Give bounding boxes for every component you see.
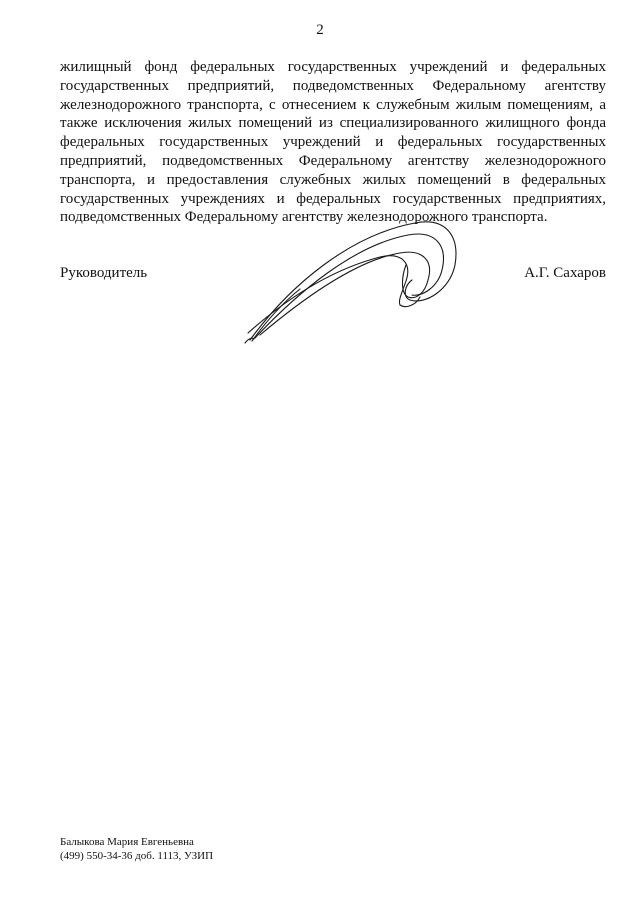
body-paragraph: жилищный фонд федеральных государственных учреждений и федеральных государственных предприятий, подведомственных Федеральному агентству железнодорожного транспорта, с отнесением к служебным жилым помещениям, а также исключения жилых помещений из специализированного жилищного фонда федеральных государственных учреждений и федеральных государственных предприятий, подведомственных Федеральному агентству железнодорожного транспорта, и предоставления служебных жилых помещений в федеральных государственных учреждениях и федеральных государственных предприятиях, подведомственных Федеральному агентству железнодорожного транспорта. [60,59,606,226]
page-number: 2 [316,22,324,38]
signer-title: Руководитель [60,265,148,281]
executor-name: Балыкова Мария Евгеньевна [60,836,194,848]
executor-phone: (499) 550-34-36 доб. 1113, УЗИП [60,849,214,862]
signature-block [60,265,606,287]
signer-name: А.Г. Сахаров [524,265,606,281]
executor-footer [60,836,213,863]
